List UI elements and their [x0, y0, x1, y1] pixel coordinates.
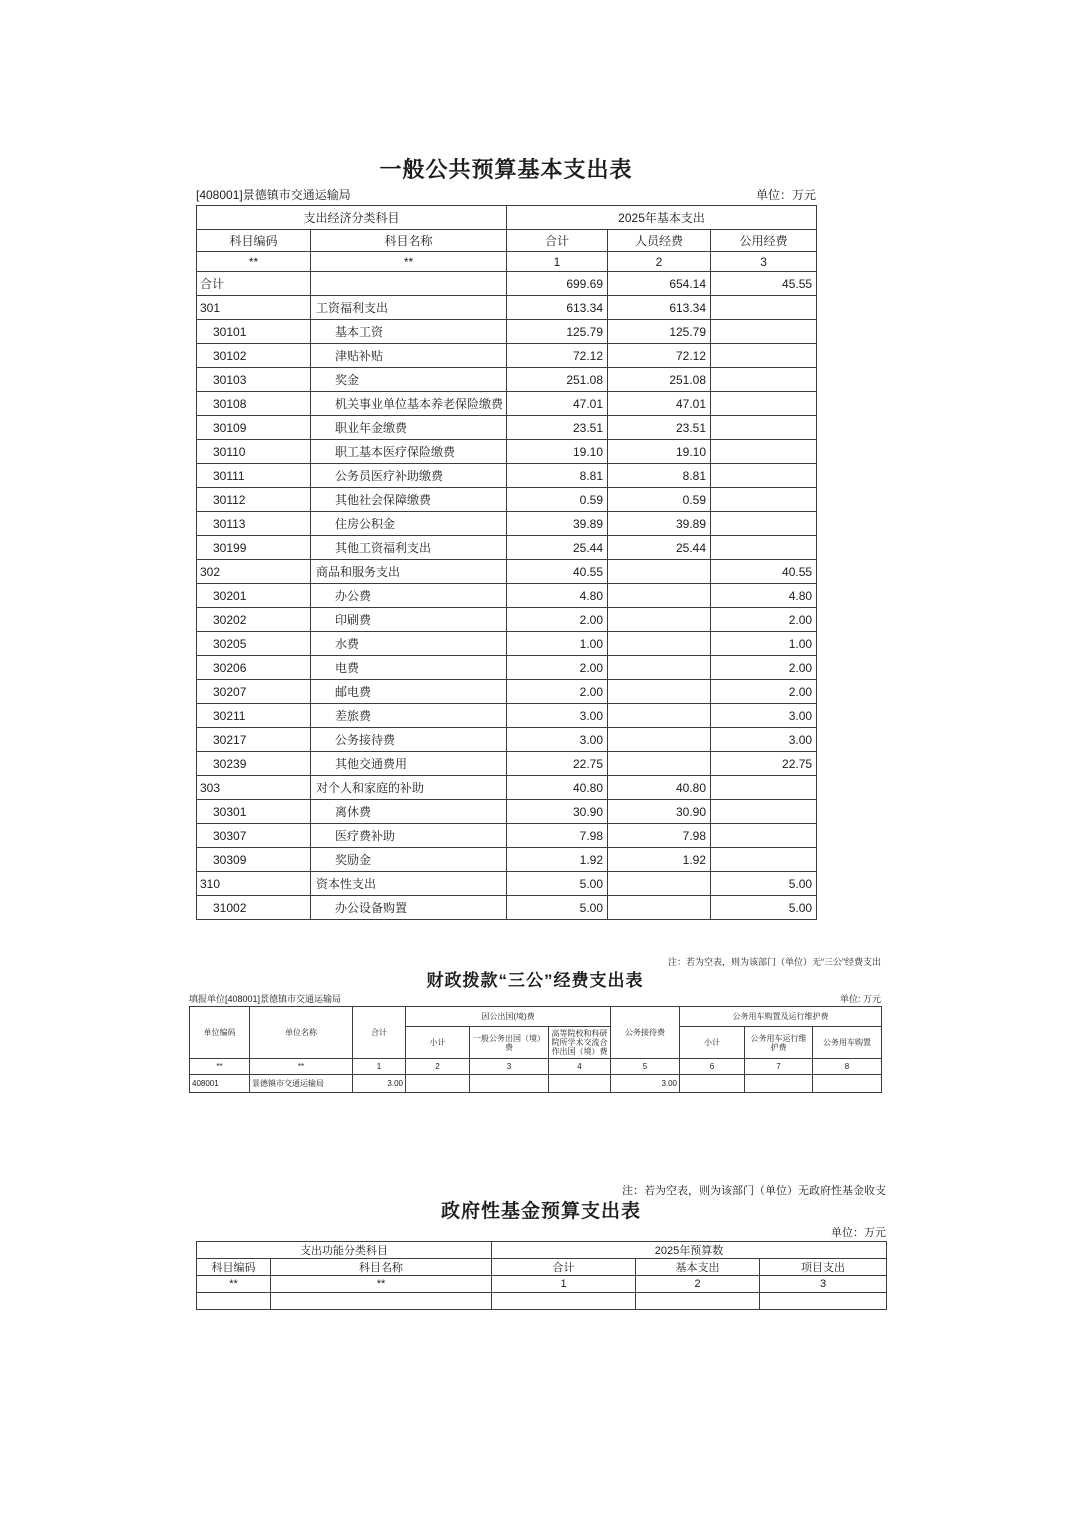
cell: 2 [608, 252, 711, 272]
budget-row [197, 560, 817, 584]
budget-row [197, 368, 817, 392]
cell: 30103 [197, 368, 311, 392]
budget-row [197, 584, 817, 608]
cell: 工资福利支出 [311, 296, 507, 320]
cell: 1.00 [711, 632, 817, 656]
cell: ** [197, 252, 311, 272]
header-abroad-subtotal: 小计 [406, 1027, 470, 1059]
unit-label: 单位：万元 [831, 1227, 886, 1239]
cell: 2.00 [711, 680, 817, 704]
cell [711, 344, 817, 368]
cell: 3 [470, 1059, 549, 1075]
budget-row [197, 800, 817, 824]
table-header-row [197, 1259, 887, 1276]
cell: 机关事业单位基本养老保险缴费 [311, 392, 507, 416]
budget-row [197, 296, 817, 320]
three-public-note: 注：若为空表，则为该部门（单位）无“三公”经费支出 [668, 957, 881, 967]
cell: 31002 [197, 896, 311, 920]
budget-row [197, 440, 817, 464]
cell: 1 [507, 252, 608, 272]
table-header-row [197, 206, 817, 230]
cell: 5 [611, 1059, 680, 1075]
cell: 30102 [197, 344, 311, 368]
cell [813, 1075, 882, 1093]
cell: 47.01 [608, 392, 711, 416]
three-public-table [189, 1006, 882, 1093]
cell [608, 728, 711, 752]
cell: 对个人和家庭的补助 [311, 776, 507, 800]
cell [711, 416, 817, 440]
cell: 30205 [197, 632, 311, 656]
budget-row [197, 824, 817, 848]
cell: 0.59 [507, 488, 608, 512]
cell: 1 [353, 1059, 406, 1075]
cell: 30109 [197, 416, 311, 440]
header-name: 科目名称 [311, 230, 507, 252]
cell: 30207 [197, 680, 311, 704]
cell: 住房公积金 [311, 512, 507, 536]
cell [608, 632, 711, 656]
header-unit-code: 单位编码 [190, 1007, 250, 1059]
cell: 310 [197, 872, 311, 896]
general-budget-meta [196, 185, 816, 205]
cell: 2.00 [507, 656, 608, 680]
org-label: [408001]景德镇市交通运输局 [196, 188, 351, 202]
gov-fund-section [196, 1184, 886, 1310]
cell: 3.00 [711, 728, 817, 752]
cell [406, 1075, 470, 1093]
cell: 30307 [197, 824, 311, 848]
budget-row [197, 752, 817, 776]
cell: 4.80 [507, 584, 608, 608]
cell [711, 536, 817, 560]
cell: 2.00 [507, 680, 608, 704]
cell: 613.34 [507, 296, 608, 320]
cell: 30110 [197, 440, 311, 464]
cell: 7.98 [507, 824, 608, 848]
cell: 30108 [197, 392, 311, 416]
cell: 医疗费补助 [311, 824, 507, 848]
cell: 职业年金缴费 [311, 416, 507, 440]
budget-row [197, 680, 817, 704]
unit-label: 单位：万元 [755, 188, 816, 202]
cell: ** [271, 1276, 492, 1293]
cell: 2.00 [507, 608, 608, 632]
cell: 8.81 [507, 464, 608, 488]
cell: 30202 [197, 608, 311, 632]
cell: 30.90 [608, 800, 711, 824]
header-name: 科目名称 [271, 1259, 492, 1276]
cell: 3.00 [507, 728, 608, 752]
cell: 3.00 [507, 704, 608, 728]
cell: 津贴补贴 [311, 344, 507, 368]
cell: 30111 [197, 464, 311, 488]
cell: 其他交通费用 [311, 752, 507, 776]
cell: 5.00 [507, 872, 608, 896]
header-vehicle-purchase: 公务用车购置 [813, 1027, 882, 1059]
cell: 公务接待费 [311, 728, 507, 752]
cell: 22.75 [507, 752, 608, 776]
cell: 45.55 [711, 272, 817, 296]
cell [711, 512, 817, 536]
header-project: 项目支出 [760, 1259, 887, 1276]
gov-fund-title: 政府性基金预算支出表 [440, 1201, 641, 1222]
header-reception: 公务接待费 [611, 1007, 680, 1059]
cell: 电费 [311, 656, 507, 680]
cell: 3 [711, 252, 817, 272]
column-index-row [197, 1276, 887, 1293]
header-vehicle-group: 公务用车购置及运行维护费 [680, 1007, 882, 1027]
budget-row [197, 272, 817, 296]
table1-body [197, 272, 817, 920]
cell: 水费 [311, 632, 507, 656]
cell: 2 [406, 1059, 470, 1075]
header-subject-group: 支出功能分类科目 [197, 1242, 492, 1259]
three-public-title: 财政拨款“三公”经费支出表 [426, 971, 644, 990]
general-budget-table [196, 205, 817, 920]
cell: 251.08 [507, 368, 608, 392]
header-abroad-general: 一般公务出国（境）费 [470, 1027, 549, 1059]
cell: 基本工资 [311, 320, 507, 344]
cell: 7 [745, 1059, 813, 1075]
cell: 6 [680, 1059, 745, 1075]
header-code: 科目编码 [197, 230, 311, 252]
cell: 奖金 [311, 368, 507, 392]
cell [608, 608, 711, 632]
cell: 7.98 [608, 824, 711, 848]
cell: 302 [197, 560, 311, 584]
budget-row [197, 536, 817, 560]
cell: 2.00 [711, 608, 817, 632]
budget-row [197, 488, 817, 512]
cell [711, 848, 817, 872]
budget-row [197, 704, 817, 728]
budget-row [197, 896, 817, 920]
cell: 1 [492, 1276, 636, 1293]
cell: 72.12 [507, 344, 608, 368]
cell: 303 [197, 776, 311, 800]
budget-row [197, 776, 817, 800]
cell: 30239 [197, 752, 311, 776]
cell: 1.92 [608, 848, 711, 872]
budget-row [197, 728, 817, 752]
cell: 职工基本医疗保险缴费 [311, 440, 507, 464]
cell: 公务员医疗补助缴费 [311, 464, 507, 488]
cell: 19.10 [507, 440, 608, 464]
budget-row [197, 392, 817, 416]
cell: ** [311, 252, 507, 272]
cell: 3.00 [353, 1075, 406, 1093]
cell [608, 752, 711, 776]
header-vehicle-subtotal: 小计 [680, 1027, 745, 1059]
cell: 22.75 [711, 752, 817, 776]
budget-row [197, 464, 817, 488]
header-public: 公用经费 [711, 230, 817, 252]
cell: 30309 [197, 848, 311, 872]
header-abroad-group: 因公出国(境)费 [406, 1007, 611, 1027]
cell: 408001 [190, 1075, 250, 1093]
cell [711, 296, 817, 320]
cell: 23.51 [608, 416, 711, 440]
cell: 30.90 [507, 800, 608, 824]
budget-row [197, 320, 817, 344]
budget-row [197, 416, 817, 440]
cell: 25.44 [608, 536, 711, 560]
header-abroad-academic: 高等院校和科研院所学术交流合作出国（境）费 [549, 1027, 611, 1059]
general-budget-title: 一般公共预算基本支出表 [379, 157, 633, 182]
header-total: 合计 [353, 1007, 406, 1059]
cell: 2.00 [711, 656, 817, 680]
cell [271, 1293, 492, 1310]
cell [711, 464, 817, 488]
cell: ** [250, 1059, 353, 1075]
cell: 40.80 [507, 776, 608, 800]
cell: 30301 [197, 800, 311, 824]
cell: 125.79 [507, 320, 608, 344]
cell: 景德镇市交通运输局 [250, 1075, 353, 1093]
cell: 2 [636, 1276, 760, 1293]
cell: 0.59 [608, 488, 711, 512]
empty-data-row [197, 1293, 887, 1310]
cell: 1.00 [507, 632, 608, 656]
cell: 3.00 [711, 704, 817, 728]
cell: 30199 [197, 536, 311, 560]
budget-row [197, 344, 817, 368]
general-budget-section [196, 155, 816, 920]
gov-fund-table [196, 1241, 887, 1310]
cell: 301 [197, 296, 311, 320]
header-year-group: 2025年基本支出 [507, 206, 817, 230]
cell: 办公费 [311, 584, 507, 608]
header-total: 合计 [492, 1259, 636, 1276]
unit-label: 单位: 万元 [839, 994, 881, 1004]
table-header-row [197, 230, 817, 252]
cell: 8 [813, 1059, 882, 1075]
cell: 40.80 [608, 776, 711, 800]
cell [608, 584, 711, 608]
cell [608, 896, 711, 920]
cell: 30211 [197, 704, 311, 728]
cell: 30112 [197, 488, 311, 512]
cell: 72.12 [608, 344, 711, 368]
cell: ** [190, 1059, 250, 1075]
cell [311, 272, 507, 296]
cell: 19.10 [608, 440, 711, 464]
column-index-row [197, 252, 817, 272]
cell [711, 392, 817, 416]
budget-row [197, 632, 817, 656]
cell: ** [197, 1276, 271, 1293]
cell: 30201 [197, 584, 311, 608]
cell [470, 1075, 549, 1093]
cell [608, 656, 711, 680]
cell: 25.44 [507, 536, 608, 560]
cell: 差旅费 [311, 704, 507, 728]
cell: 5.00 [507, 896, 608, 920]
cell: 5.00 [711, 896, 817, 920]
cell: 资本性支出 [311, 872, 507, 896]
cell [608, 872, 711, 896]
header-total: 合计 [507, 230, 608, 252]
cell [711, 440, 817, 464]
cell [492, 1293, 636, 1310]
header-personnel: 人员经费 [608, 230, 711, 252]
cell [711, 368, 817, 392]
cell: 40.55 [711, 560, 817, 584]
column-index-row [190, 1059, 882, 1075]
cell: 30206 [197, 656, 311, 680]
header-vehicle-maintain: 公务用车运行维护费 [745, 1027, 813, 1059]
cell: 47.01 [507, 392, 608, 416]
cell: 商品和服务支出 [311, 560, 507, 584]
cell: 其他社会保障缴费 [311, 488, 507, 512]
cell: 125.79 [608, 320, 711, 344]
cell [711, 776, 817, 800]
gov-fund-note: 注：若为空表，则为该部门（单位）无政府性基金收支 [622, 1185, 886, 1197]
cell: 40.55 [507, 560, 608, 584]
budget-row [197, 848, 817, 872]
cell [711, 800, 817, 824]
budget-row [197, 512, 817, 536]
table-header-row [190, 1007, 882, 1027]
cell: 39.89 [608, 512, 711, 536]
cell: 印刷费 [311, 608, 507, 632]
cell [760, 1293, 887, 1310]
three-public-meta [189, 992, 881, 1006]
cell [549, 1075, 611, 1093]
budget-row [197, 872, 817, 896]
cell: 30101 [197, 320, 311, 344]
cell: 39.89 [507, 512, 608, 536]
cell [680, 1075, 745, 1093]
cell [711, 320, 817, 344]
cell [745, 1075, 813, 1093]
header-code: 科目编码 [197, 1259, 271, 1276]
cell: 3 [760, 1276, 887, 1293]
cell: 654.14 [608, 272, 711, 296]
cell: 5.00 [711, 872, 817, 896]
header-subject-group: 支出经济分类科目 [197, 206, 507, 230]
cell: 699.69 [507, 272, 608, 296]
cell [636, 1293, 760, 1310]
budget-row [197, 608, 817, 632]
header-basic: 基本支出 [636, 1259, 760, 1276]
cell [608, 704, 711, 728]
header-unit-name: 单位名称 [250, 1007, 353, 1059]
cell [608, 560, 711, 584]
table-header-row [197, 1242, 887, 1259]
cell: 4 [549, 1059, 611, 1075]
budget-row [197, 656, 817, 680]
cell: 613.34 [608, 296, 711, 320]
cell: 23.51 [507, 416, 608, 440]
cell: 1.92 [507, 848, 608, 872]
org-label: 填报单位[408001]景德镇市交通运输局 [189, 994, 342, 1004]
cell: 合计 [197, 272, 311, 296]
cell: 30217 [197, 728, 311, 752]
cell: 奖励金 [311, 848, 507, 872]
header-year-group: 2025年预算数 [492, 1242, 887, 1259]
cell: 30113 [197, 512, 311, 536]
three-public-data-row [190, 1075, 882, 1093]
cell: 邮电费 [311, 680, 507, 704]
cell [197, 1293, 271, 1310]
cell: 离休费 [311, 800, 507, 824]
cell: 251.08 [608, 368, 711, 392]
cell: 其他工资福利支出 [311, 536, 507, 560]
three-public-section [189, 956, 881, 1093]
cell [711, 488, 817, 512]
cell: 办公设备购置 [311, 896, 507, 920]
cell: 8.81 [608, 464, 711, 488]
cell [608, 680, 711, 704]
cell [711, 824, 817, 848]
cell: 3.00 [611, 1075, 680, 1093]
cell: 4.80 [711, 584, 817, 608]
